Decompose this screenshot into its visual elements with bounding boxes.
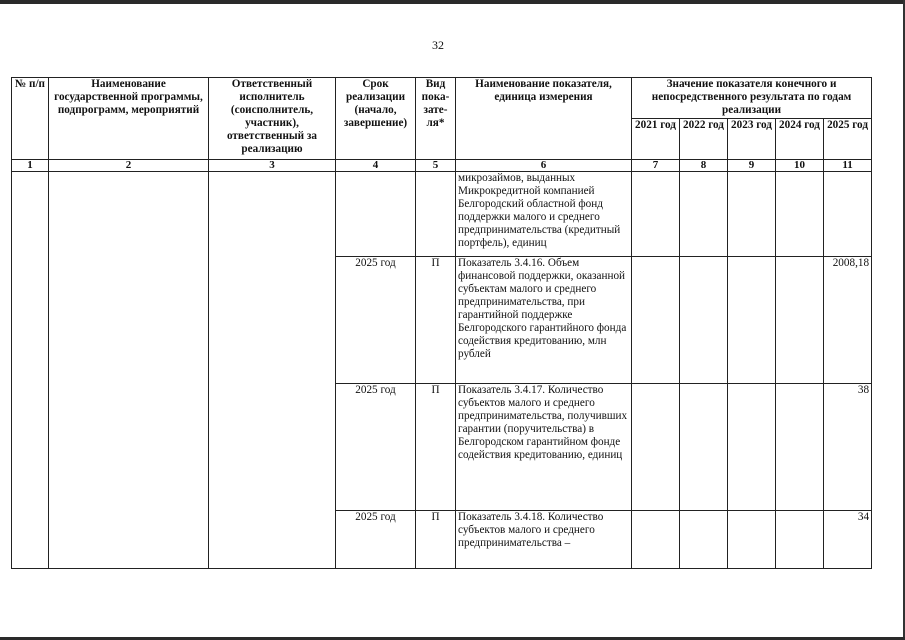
cell-value-2021 <box>632 511 680 569</box>
cell-value-2023 <box>728 257 776 384</box>
column-number: 1 <box>12 160 49 172</box>
cell-value-2021 <box>632 257 680 384</box>
cell-value-2022 <box>680 257 728 384</box>
cell-indicator-type: П <box>416 257 456 384</box>
cell-term: 2025 год <box>336 384 416 511</box>
header-year-2024: 2024 год <box>776 119 824 160</box>
cell-indicator-name: Показатель 3.4.18. Количество субъектов малого и среднего предпринимательства – <box>456 511 632 569</box>
cell-value-2024 <box>776 172 824 257</box>
column-number: 8 <box>680 160 728 172</box>
page-number: 32 <box>432 38 444 52</box>
cell-value-2024 <box>776 511 824 569</box>
header-year-2025: 2025 год <box>824 119 872 160</box>
header-indicator-type: Вид пока-зате-ля* <box>416 78 456 160</box>
cell-term: 2025 год <box>336 257 416 384</box>
scan-top-edge <box>0 0 905 4</box>
column-number: 6 <box>456 160 632 172</box>
header-year-2021: 2021 год <box>632 119 680 160</box>
header-row-1 <box>12 78 872 119</box>
cell-indicator-name: микрозаймов, выданных Микрокредитной компанией Белгородский областной фонд поддержки малого и среднего предпринимательства (кредитный портфель), единиц <box>456 172 632 257</box>
table-row <box>12 172 872 257</box>
column-number: 2 <box>49 160 209 172</box>
column-number: 9 <box>728 160 776 172</box>
cell-indicator-name: Показатель 3.4.17. Количество субъектов малого и среднего предпринимательства, получивших гарантии (поручительства) в Белгородском гарантийном фонде содействия кредитованию, единиц <box>456 384 632 511</box>
column-number: 10 <box>776 160 824 172</box>
cell-value-2021 <box>632 384 680 511</box>
column-number: 7 <box>632 160 680 172</box>
cell-indicator-name: Показатель 3.4.16. Объем финансовой поддержки, оказанной субъектам малого и среднего предпринимательства, при гарантийной поддержке Белгородского гарантийного фонда содействия кредитованию, млн рублей <box>456 257 632 384</box>
header-values-group: Значение показателя конечного и непосредственного результата по годам реализации <box>632 78 872 119</box>
cell-value-2025 <box>824 172 872 257</box>
column-number: 11 <box>824 160 872 172</box>
cell-value-2023 <box>728 384 776 511</box>
cell-value-2022 <box>680 511 728 569</box>
header-term: Срок реализации (начало, завершение) <box>336 78 416 160</box>
cell-term <box>336 172 416 257</box>
cell-term: 2025 год <box>336 511 416 569</box>
cell-value-2022 <box>680 384 728 511</box>
cell-value-2025: 34 <box>824 511 872 569</box>
cell-value-2024 <box>776 257 824 384</box>
cell-value-2023 <box>728 511 776 569</box>
column-numbers-row <box>12 160 872 172</box>
header-responsible: Ответственный исполнитель (соисполнитель, участник), ответственный за реализацию <box>209 78 336 160</box>
cell-value-2024 <box>776 384 824 511</box>
cell-value-2022 <box>680 172 728 257</box>
cell-value-2025: 38 <box>824 384 872 511</box>
column-number: 3 <box>209 160 336 172</box>
header-indicator-name: Наименование показателя, единица измерения <box>456 78 632 160</box>
cell-indicator-type <box>416 172 456 257</box>
cell-indicator-type: П <box>416 384 456 511</box>
column-number: 5 <box>416 160 456 172</box>
cell-responsible <box>209 172 336 569</box>
header-program-name: Наименование государственной программы, подпрограмм, мероприятий <box>49 78 209 160</box>
cell-value-2023 <box>728 172 776 257</box>
cell-value-2021 <box>632 172 680 257</box>
header-number: № п/п <box>12 78 49 160</box>
column-number: 4 <box>336 160 416 172</box>
indicators-table <box>11 77 872 569</box>
cell-value-2025: 2008,18 <box>824 257 872 384</box>
cell-number <box>12 172 49 569</box>
cell-indicator-type: П <box>416 511 456 569</box>
cell-program-name <box>49 172 209 569</box>
header-year-2022: 2022 год <box>680 119 728 160</box>
header-year-2023: 2023 год <box>728 119 776 160</box>
